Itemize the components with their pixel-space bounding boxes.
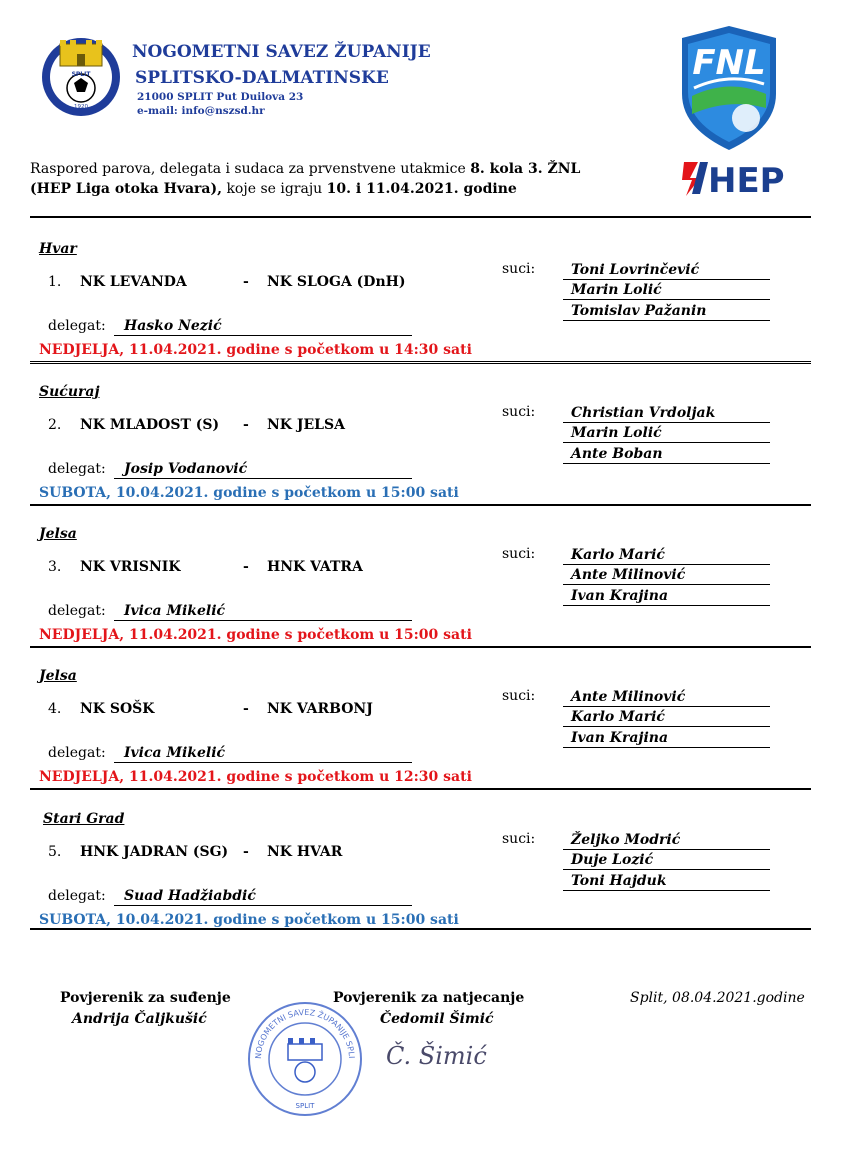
fnl-logo-text: FNL bbox=[692, 43, 766, 83]
intro-text-1: Raspored parova, delegata i sudaca za prvenstvene utakmice bbox=[30, 161, 471, 177]
delegate-label: delegat: bbox=[48, 745, 106, 761]
referee-3: Tomislav Pažanin bbox=[563, 301, 770, 321]
venue: Sućuraj bbox=[39, 384, 100, 400]
versus-dash: - bbox=[243, 417, 249, 433]
versus-dash: - bbox=[243, 274, 249, 290]
delegate-name: Ivica Mikelić bbox=[114, 743, 412, 763]
org-name-line1: NOGOMETNI SAVEZ ŽUPANIJE bbox=[132, 42, 431, 62]
match-block bbox=[30, 645, 811, 788]
match-block bbox=[30, 361, 811, 504]
referee-3: Ivan Krajina bbox=[563, 586, 770, 606]
intro-paragraph bbox=[30, 159, 615, 199]
org-address: 21000 SPLIT Put Duilova 23 bbox=[137, 91, 304, 103]
venue: Jelsa bbox=[39, 668, 77, 684]
referees-label: suci: bbox=[502, 546, 536, 562]
venue: Jelsa bbox=[39, 526, 77, 542]
referee-1: Karlo Marić bbox=[563, 545, 770, 565]
org-name-line2: SPLITSKO-DALMATINSKE bbox=[135, 68, 389, 88]
hep-logo-text: HEP bbox=[708, 161, 785, 198]
match-block bbox=[30, 218, 811, 361]
venue: Hvar bbox=[39, 241, 77, 257]
match-datetime: NEDJELJA, 11.04.2021. godine s početkom u 15:00 sati bbox=[39, 627, 472, 643]
intro-dates: 10. i 11.04.2021. godine bbox=[326, 181, 517, 197]
delegate-name: Suad Hadžiabdić bbox=[114, 886, 412, 906]
referee-1: Toni Lovrinčević bbox=[563, 260, 770, 280]
referee-2: Ante Milinović bbox=[563, 565, 770, 585]
match-number: 4. bbox=[48, 701, 62, 717]
referee-2: Marin Lolić bbox=[563, 423, 770, 443]
signature-text: Č. Šimić bbox=[386, 1042, 487, 1070]
match-number: 2. bbox=[48, 417, 62, 433]
logo-text: SPLIT bbox=[71, 71, 91, 78]
match-block bbox=[30, 503, 811, 646]
org-email: e-mail: info@nszsd.hr bbox=[137, 105, 265, 117]
referee-3: Ivan Krajina bbox=[563, 728, 770, 748]
federation-logo bbox=[40, 36, 122, 118]
referee-commissioner-title: Povjerenik za suđenje bbox=[60, 990, 231, 1006]
stamp-city: SPLIT bbox=[295, 1102, 315, 1110]
hep-logo bbox=[680, 158, 790, 198]
home-team: HNK JADRAN (SG) bbox=[80, 844, 229, 860]
away-team: NK JELSA bbox=[267, 417, 345, 433]
match-number: 3. bbox=[48, 559, 62, 575]
referee-2: Duje Lozić bbox=[563, 850, 770, 870]
match-datetime: SUBOTA, 10.04.2021. godine s početkom u 15:00 sati bbox=[39, 912, 459, 928]
referee-3: Toni Hajduk bbox=[563, 871, 770, 891]
competition-commissioner-name: Čedomil Šimić bbox=[380, 1011, 494, 1027]
match-datetime: NEDJELJA, 11.04.2021. godine s početkom u 14:30 sati bbox=[39, 342, 472, 358]
home-team: NK MLADOST (S) bbox=[80, 417, 220, 433]
versus-dash: - bbox=[243, 701, 249, 717]
match-number: 5. bbox=[48, 844, 62, 860]
away-team: NK VARBONJ bbox=[267, 701, 373, 717]
referee-2: Marin Lolić bbox=[563, 280, 770, 300]
logo-year: 1920 bbox=[74, 104, 88, 110]
home-team: NK SOŠK bbox=[80, 701, 155, 717]
delegate-label: delegat: bbox=[48, 603, 106, 619]
delegate-name: Josip Vodanović bbox=[114, 459, 412, 479]
intro-text-2: koje se igraju bbox=[222, 181, 327, 197]
signature bbox=[382, 1030, 492, 1080]
match-number: 1. bbox=[48, 274, 62, 290]
match-datetime: SUBOTA, 10.04.2021. godine s početkom u 15:00 sati bbox=[39, 485, 459, 501]
referees-label: suci: bbox=[502, 688, 536, 704]
referees-label: suci: bbox=[502, 261, 536, 277]
match-datetime: NEDJELJA, 11.04.2021. godine s početkom u 12:30 sati bbox=[39, 769, 472, 785]
referee-1: Željko Modrić bbox=[563, 830, 770, 850]
delegate-label: delegat: bbox=[48, 888, 106, 904]
referee-2: Karlo Marić bbox=[563, 707, 770, 727]
block-divider bbox=[30, 928, 811, 930]
versus-dash: - bbox=[243, 844, 249, 860]
away-team: NK SLOGA (DnH) bbox=[267, 274, 406, 290]
versus-dash: - bbox=[243, 559, 249, 575]
official-stamp bbox=[246, 1000, 364, 1118]
place-and-date: Split, 08.04.2021.godine bbox=[630, 990, 805, 1006]
delegate-label: delegat: bbox=[48, 461, 106, 477]
stamp-text: NOGOMETNI SAVEZ ŽUPANIJE SPLI bbox=[253, 1007, 357, 1060]
delegate-label: delegat: bbox=[48, 318, 106, 334]
delegate-name: Hasko Nezić bbox=[114, 316, 412, 336]
referee-3: Ante Boban bbox=[563, 444, 770, 464]
referee-1: Ante Milinović bbox=[563, 687, 770, 707]
intro-round: 8. kola 3. ŽNL (HEP Liga otoka Hvara), bbox=[30, 161, 581, 197]
match-block bbox=[30, 788, 811, 931]
fnl-logo bbox=[674, 24, 784, 152]
delegate-name: Ivica Mikelić bbox=[114, 601, 412, 621]
competition-commissioner-title: Povjerenik za natjecanje bbox=[333, 990, 525, 1006]
venue: Stari Grad bbox=[43, 811, 125, 827]
home-team: NK LEVANDA bbox=[80, 274, 187, 290]
away-team: NK HVAR bbox=[267, 844, 343, 860]
referees-label: suci: bbox=[502, 404, 536, 420]
referee-commissioner-name: Andrija Čaljkušić bbox=[72, 1011, 207, 1027]
home-team: NK VRISNIK bbox=[80, 559, 181, 575]
referees-label: suci: bbox=[502, 831, 536, 847]
referee-1: Christian Vrdoljak bbox=[563, 403, 770, 423]
away-team: HNK VATRA bbox=[267, 559, 363, 575]
